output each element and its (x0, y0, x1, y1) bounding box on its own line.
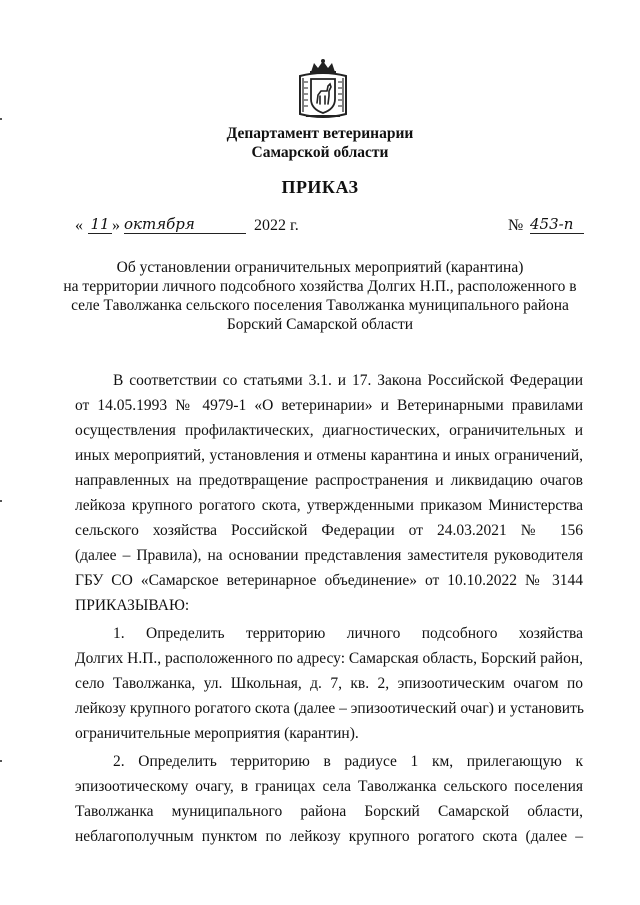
body-line: от 14.05.1993 № 4979-1 «О ветеринарии» и Ветеринарными правилами (75, 397, 583, 414)
clause-1-line: село Таволжанка, ул. Школьная, д. 7, кв. 2, эпизоотическим очагом по (75, 675, 583, 692)
body-line: направленных на предотвращение распространения и ликвидацию очагов (75, 472, 583, 489)
subject-line: Об установлении ограничительных мероприятий (карантина) (116, 259, 524, 276)
body-line: В соответствии со статьями 3.1. и 17. Закона Российской Федерации (113, 372, 583, 389)
date-close-quote: » (112, 217, 120, 234)
clause-2-line: неблагополучным пунктом по лейкозу крупного рогатого скота (далее – (75, 828, 583, 845)
subject-line: Борский Самарской области (226, 316, 414, 333)
subject-line: на территории личного подсобного хозяйства Долгих Н.П., расположенного в (63, 278, 577, 295)
date-day: 11 (88, 215, 112, 234)
document-title: ПРИКАЗ (281, 177, 359, 197)
body-line: (далее – Правила), на основании представления заместителя руководителя (75, 547, 583, 564)
clause-1-line: 1. Определить территорию личного подсобного хозяйства (113, 625, 583, 642)
order-number-prefix: № (508, 217, 524, 234)
scan-edge-mark (0, 500, 2, 502)
order-number: 453-п (530, 215, 584, 234)
date-open-quote: « (75, 217, 83, 234)
clause-2-line: 2. Определить территорию в радиусе 1 км, прилегающую к (113, 753, 583, 770)
department-name-line2: Самарской области (251, 144, 389, 161)
body-line: сельского хозяйства Российской Федерации от 24.03.2021 № 156 (75, 522, 583, 539)
body-line: ГБУ СО «Самарское ветеринарное объединение» от 10.10.2022 № 3144 (75, 572, 583, 589)
subject-line: селе Таволжанка сельского поселения Таволжанка муниципального района (71, 297, 569, 314)
body-line: осуществления профилактических, диагностических, ограничительных и (75, 422, 583, 439)
scan-edge-mark (0, 760, 2, 762)
clause-2-line: Таволжанка муниципального района Борский Самарской области, (75, 803, 583, 820)
body-line: лейкоза крупного рогатого скота, утвержденными приказом Министерства (75, 497, 583, 514)
clause-1-line: лейкозу крупного рогатого скота (далее – эпизоотический очаг) и установить (75, 700, 584, 717)
clause-1-line: Долгих Н.П., расположенного по адресу: Самарская область, Борский район, (75, 650, 583, 667)
department-name-line1: Департамент ветеринарии (226, 125, 414, 142)
date-year: 2022 г. (254, 217, 299, 234)
body-line: иных мероприятий, установления и отмены карантина и иных ограничений, (75, 447, 583, 464)
body-line-order-word: ПРИКАЗЫВАЮ: (75, 597, 190, 614)
date-month: октября (124, 215, 246, 234)
clause-2-line: эпизоотическому очагу, в границах села Таволжанка сельского поселения (75, 778, 583, 795)
coat-of-arms-emblem (294, 58, 352, 122)
scan-edge-mark (0, 118, 2, 120)
clause-1-line: ограничительные мероприятия (карантин). (75, 725, 359, 742)
